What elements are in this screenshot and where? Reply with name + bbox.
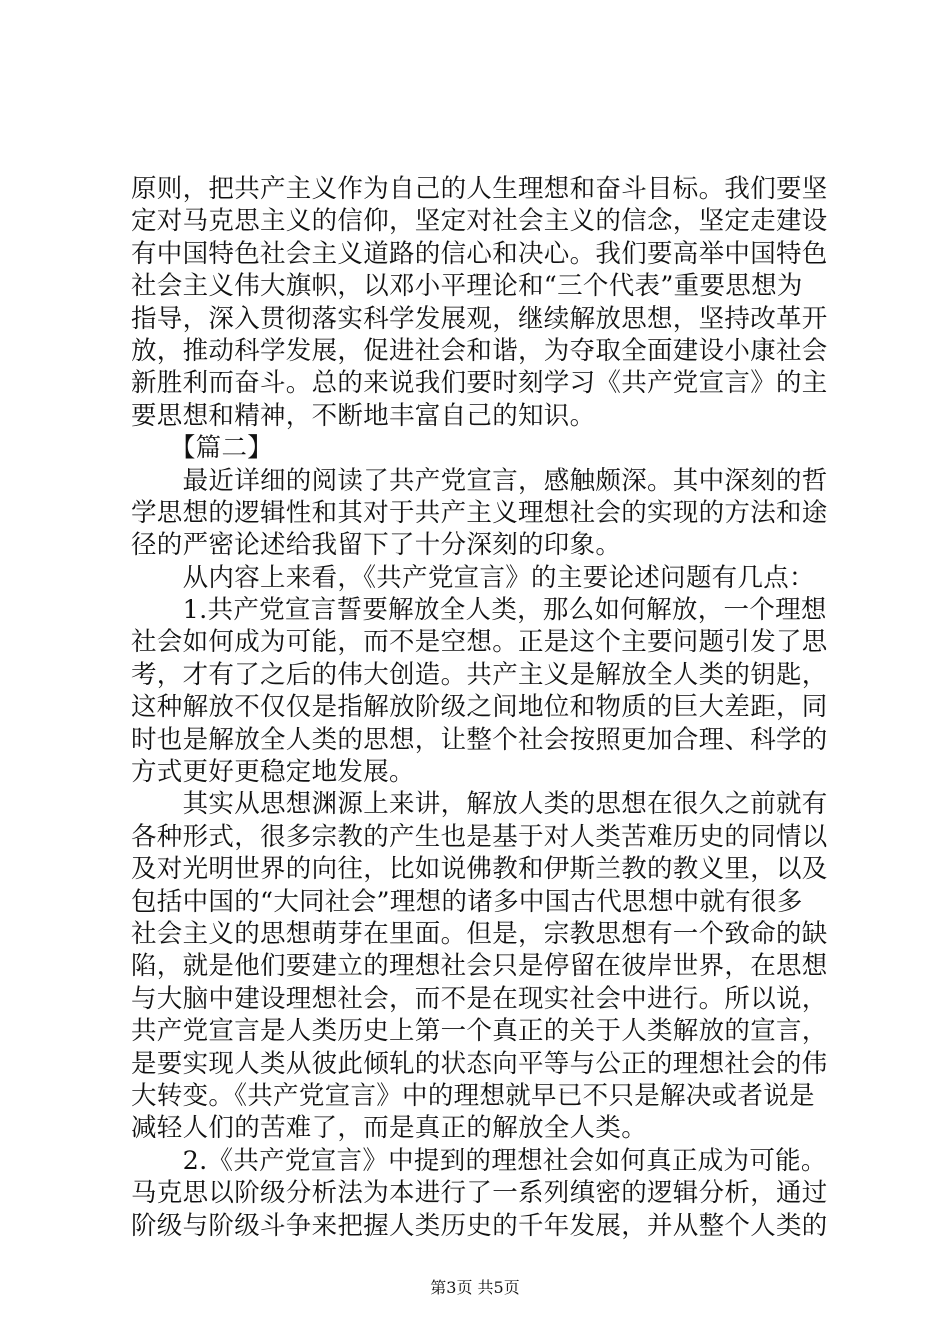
- text-line: 原则，把共产主义作为自己的人生理想和奋斗目标。我们要坚: [131, 174, 828, 204]
- text-line: 新胜利而奋斗。总的来说我们要时刻学习《共产党宣言》的主: [131, 368, 828, 399]
- text-line: 考，才有了之后的伟大创造。共产主义是解放全人类的钥匙，: [131, 659, 828, 690]
- body-text: [131, 173, 831, 1242]
- text-line: 大转变。《共产党宣言》中的理想就早已不只是解决或者说是: [131, 1080, 815, 1111]
- text-line: 1.共产党宣言誓要解放全人类，那么如何解放，一个理想: [131, 595, 827, 626]
- text-line: 指导，深入贯彻落实科学发展观，继续解放思想，坚持改革开: [131, 303, 828, 334]
- text-line: 有中国特色社会主义道路的信心和决心。我们要高举中国特色: [131, 238, 828, 269]
- text-line: 社会如何成为可能，而不是空想。正是这个主要问题引发了思: [131, 627, 828, 658]
- section-heading: 【篇二】: [131, 433, 274, 464]
- text-line: 径的严密论述给我留下了十分深刻的印象。: [131, 530, 622, 561]
- text-line: 是要实现人类从彼此倾轧的状态向平等与公正的理想社会的伟: [131, 1048, 828, 1079]
- text-line: 陷，就是他们要建立的理想社会只是停留在彼岸世界，在思想: [131, 951, 828, 982]
- text-line: 社会主义的思想萌芽在里面。但是，宗教思想有一个致命的缺: [131, 918, 828, 949]
- text-line: 阶级与阶级斗争来把握人类历史的千年发展，并从整个人类的: [131, 1210, 828, 1241]
- text-line: 各种形式，很多宗教的产生也是基于对人类苦难历史的同情以: [131, 821, 828, 852]
- text-line: 社会主义伟大旗帜，以邓小平理论和“三个代表”重要思想为: [131, 271, 803, 302]
- text-line: 与大脑中建设理想社会，而不是在现实社会中进行。所以说，: [131, 983, 828, 1014]
- text-line: 减轻人们的苦难了，而是真正的解放全人类。: [131, 1113, 648, 1144]
- text-line: 包括中国的“大同社会”理想的诸多中国古代思想中就有很多: [131, 886, 803, 917]
- text-line: 从内容上来看，《共产党宣言》的主要论述问题有几点：: [131, 562, 815, 593]
- text-line: 共产党宣言是人类历史上第一个真正的关于人类解放的宣言，: [131, 1016, 828, 1047]
- text-line: 其实从思想渊源上来讲，解放人类的思想在很久之前就有: [131, 789, 828, 820]
- text-line: 方式更好更稳定地发展。: [131, 757, 415, 788]
- text-line: 马克思以阶级分析法为本进行了一系列缜密的逻辑分析，通过: [131, 1178, 828, 1209]
- text-line: 放，推动科学发展，促进社会和谐，为夺取全面建设小康社会: [131, 335, 828, 366]
- text-line: 要思想和精神，不断地丰富自己的知识。: [131, 400, 596, 431]
- text-line: 及对光明世界的向往，比如说佛教和伊斯兰教的教义里，以及: [131, 854, 828, 885]
- page-footer: 第3页 共5页: [430, 1278, 520, 1297]
- text-line: 2.《共产党宣言》中提到的理想社会如何真正成为可能。: [131, 1145, 827, 1176]
- text-line: 时也是解放全人类的思想，让整个社会按照更加合理、科学的: [131, 724, 828, 755]
- text-line: 定对马克思主义的信仰，坚定对社会主义的信念，坚定走建设: [131, 206, 828, 237]
- text-line: 最近详细的阅读了共产党宣言，感触颇深。其中深刻的哲: [131, 465, 828, 496]
- text-line: 学思想的逻辑性和其对于共产主义理想社会的实现的方法和途: [131, 497, 828, 528]
- text-line: 这种解放不仅仅是指解放阶级之间地位和物质的巨大差距，同: [131, 692, 828, 723]
